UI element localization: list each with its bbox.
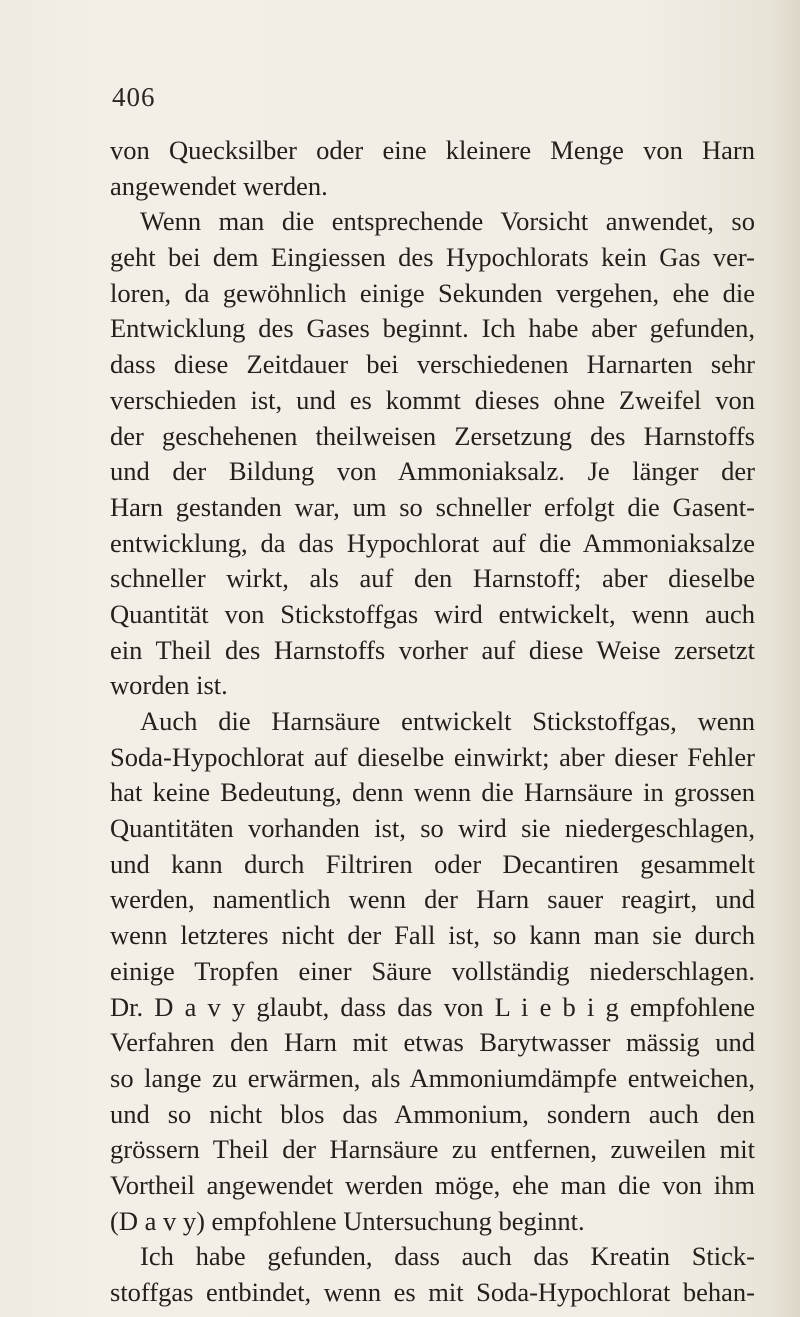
text-line: wenn letzteres nicht der Fall ist, so kann man sie durch — [110, 920, 755, 951]
text-line: worden ist. — [110, 670, 228, 701]
text-line: der geschehenen theilweisen Zersetzung des Harnstoffs — [110, 420, 755, 451]
text-line: entwicklung, da das Hypochlorat auf die Ammoniaksalze — [110, 527, 755, 558]
text-line: Quantität von Stickstoffgas wird entwickelt, wenn auch — [110, 598, 755, 629]
text-line: dass diese Zeitdauer bei verschiedenen Harnarten sehr — [110, 349, 755, 380]
text-line: hat keine Bedeutung, denn wenn die Harnsäure in grossen — [110, 777, 755, 808]
text-line: von Quecksilber oder eine kleinere Menge von Harn — [110, 135, 755, 165]
text-line: schneller wirkt, als auf den Harnstoff; aber dieselbe — [110, 563, 755, 594]
text-line: und kann durch Filtriren oder Decantiren gesammelt — [110, 848, 755, 879]
text-line: (D a v y) empfohlene Untersuchung beginnt. — [110, 1205, 585, 1236]
text-line: Harn gestanden war, um so schneller erfolgt die Gasent- — [110, 491, 755, 522]
body-text — [110, 133, 755, 1311]
text-line: angewendet werden. — [110, 170, 328, 201]
text-line: und der Bildung von Ammoniaksalz. Je länger der — [110, 456, 755, 487]
text-line: Dr. D a v y glaubt, dass das von L i e b i g empfohlene — [110, 991, 755, 1022]
text-line: Wenn man die entsprechende Vorsicht anwendet, so — [140, 206, 755, 237]
text-line: und so nicht blos das Ammonium, sondern auch den — [110, 1098, 755, 1129]
text-line: Vortheil angewendet werden möge, ehe man die von ihm — [110, 1169, 755, 1200]
text-line: werden, namentlich wenn der Harn sauer reagirt, und — [110, 884, 755, 915]
text-line: Soda-Hypochlorat auf dieselbe einwirkt; aber dieser Fehler — [110, 741, 755, 772]
text-line: loren, da gewöhnlich einige Sekunden vergehen, ehe die — [110, 277, 755, 308]
page-number: 406 — [112, 82, 156, 112]
text-line: Entwicklung des Gases beginnt. Ich habe aber gefunden, — [110, 313, 755, 344]
text-line: so lange zu erwärmen, als Ammoniumdämpfe entweichen, — [110, 1062, 755, 1093]
text-line: Verfahren den Harn mit etwas Barytwasser mässig und — [110, 1027, 755, 1058]
text-line: Quantitäten vorhanden ist, so wird sie niedergeschlagen, — [110, 813, 755, 844]
text-line: Auch die Harnsäure entwickelt Stickstoffgas, wenn — [140, 706, 755, 736]
text-line: ein Theil des Harnstoffs vorher auf diese Weise zersetzt — [110, 634, 755, 665]
text-line: stoffgas entbindet, wenn es mit Soda-Hypochlorat behan- — [110, 1277, 755, 1307]
text-line: Ich habe gefunden, dass auch das Kreatin Stick- — [140, 1241, 755, 1272]
text-line: verschieden ist, und es kommt dieses ohne Zweifel von — [110, 384, 755, 415]
text-line: einige Tropfen einer Säure vollständig niederschlagen. — [110, 955, 755, 986]
text-line: grössern Theil der Harnsäure zu entfernen, zuweilen mit — [110, 1134, 755, 1165]
text-line: geht bei dem Eingiessen des Hypochlorats kein Gas ver- — [110, 242, 755, 273]
